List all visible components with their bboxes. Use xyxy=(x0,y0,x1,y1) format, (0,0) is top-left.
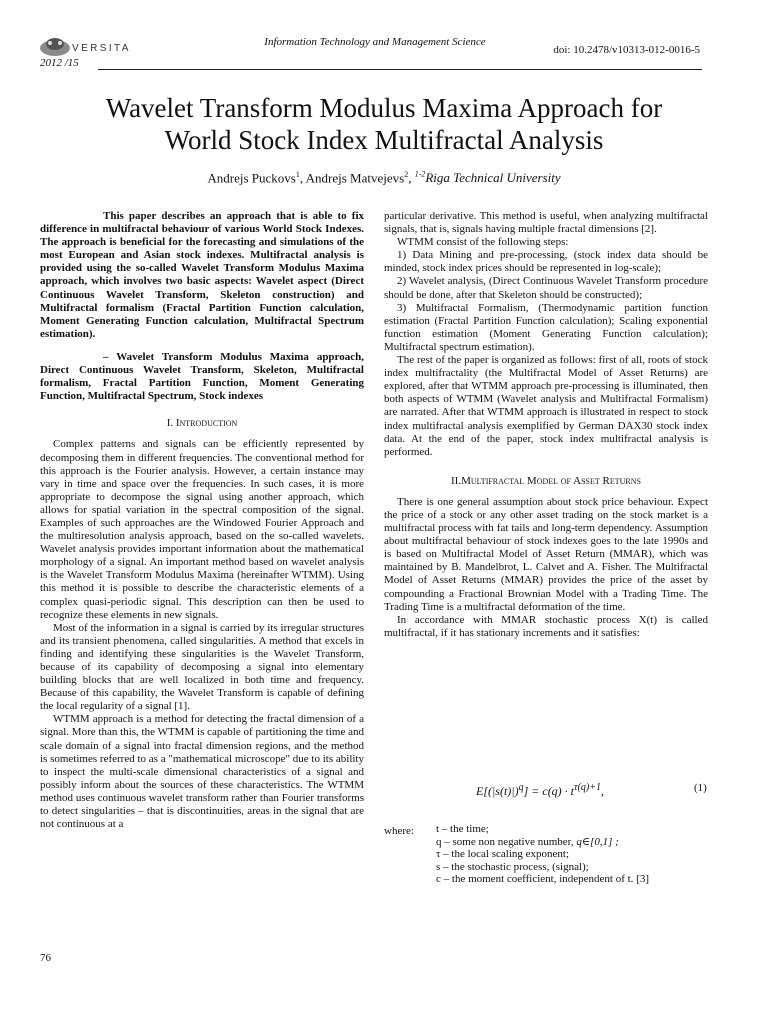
authors-line xyxy=(30,170,738,186)
section-heading-mmar xyxy=(384,475,708,488)
right-paragraph-2: WTMM consist of the following steps: xyxy=(397,236,569,249)
keywords: – Wavelet Transform Modulus Maxima approach, Direct Continuous Wavelet Transform, Skeleton, Multifractal formalism, Fractal Partition Function, Moment Generating Function, Multifractal Spectrum, Stock indexes xyxy=(40,350,364,403)
mmar-paragraph-2: In accordance with MMAR stochastic process X(t) is called multifractal, if it has stationary increments and it satisfies: xyxy=(384,613,708,639)
affiliation: Riga Technical University xyxy=(425,170,561,186)
right-paragraph-1: particular derivative. This method is useful, when analyzing multifractal signals, that is, signals having multiple fractal dimensions [2]. xyxy=(384,210,708,236)
definition-q xyxy=(436,836,649,849)
equation-lhs: E[(|s(t)|) xyxy=(476,784,519,798)
equation-t-exponent: τ(q)+1 xyxy=(574,782,602,793)
step-2: 2) Wavelet analysis, (Direct Continuous Wavelet Transform procedure should be done, after that Skeleton should be constructed); xyxy=(384,275,708,301)
mmar-paragraph-1: There is one general assumption about stock price behaviour. Expect the price of a stock or any other asset trading on the stock market is a multifractal process with fat tails and long-term dependency. Assumption about multifractal behaviour of stock indexes goes to the late 1990s and is based on Multifractal Model of Asset Return (MMAR), which was maintained by B. Mandelbrot, L. Calvet and A. Fisher. The Multifractal Model of Asset Returns (MMAR) provides the price of the asset by compounding a Fractional Brownian Model with a Trading Time. The Trading Time is a multifractal deformation of the time. xyxy=(384,495,708,613)
equation-mid: ] = c(q) · t xyxy=(523,784,575,798)
versita-emblem-icon xyxy=(38,34,72,58)
equation-1 xyxy=(476,782,604,799)
journal-name: Information Technology and Management Science xyxy=(264,36,486,48)
section-1-title: Introduction xyxy=(175,417,238,430)
q-range: q∈[0,1] ; xyxy=(576,835,619,848)
paper-title xyxy=(30,92,738,156)
left-column xyxy=(40,210,364,831)
definition-t: t – the time; xyxy=(436,823,489,835)
doi[interactable]: doi: 10.2478/v10313-012-0016-5 xyxy=(553,44,700,56)
variable-definitions xyxy=(436,823,649,886)
step-3: 3) Multifractal Formalism, (Thermodynamic partition function estimation (Fractal Partition Function calculation); Scaling exponential function estimation (Moment Generating Function calculation); Multifractal spectrum estimation). xyxy=(384,301,708,353)
author-2-sup: 2 xyxy=(404,170,409,179)
author-1-sup: 1 xyxy=(295,170,300,179)
definition-c: c – the moment coefficient, independent of t. [3] xyxy=(436,873,650,885)
equation-number: (1) xyxy=(694,782,707,794)
volume-info: 2012 /15 xyxy=(40,57,79,69)
section-1-number: I. xyxy=(166,417,176,430)
where-label: where: xyxy=(384,825,414,837)
affiliation-sup: 1-2 xyxy=(414,170,426,179)
equation-q-exponent: q xyxy=(518,782,524,793)
definition-s: s – the stochastic process, (signal); xyxy=(436,860,589,873)
publisher-name: VERSITA xyxy=(72,43,131,54)
section-2-title: Multifractal Model of Asset Returns xyxy=(461,474,641,487)
author-2: Andrejs Matvejevs xyxy=(305,170,405,186)
equation-tail: , xyxy=(601,784,605,798)
right-paragraph-3: The rest of the paper is organized as follows: first of all, roots of stock index multifractality (the Multifractal Model of Asset Returns) are explored, after that WTMM approach pre-processing is illuminated, then both aspects of WTMM (Wavelet analysis and Multifractal Formalism) are narrated. After that WTMM approach is illustrated in respect to stock index multifractal analysis exemplified by German DAX30 stock index data. At the end of the paper, stock index multifractal analysis is performed. xyxy=(384,354,708,458)
definition-tau: τ – the local scaling exponent; xyxy=(436,848,570,860)
section-2-number: II. xyxy=(451,474,462,487)
right-column xyxy=(384,210,708,640)
author-1: Andrejs Puckovs xyxy=(207,170,296,186)
intro-paragraph-1: Complex patterns and signals can be efficiently represented by decomposing them in different frequencies. The conventional method for this approach is the Fourier analysis. However, a certain instance may vary in time and space over the frequencies. In such cases, it is more appropriate to decompose the signal using another approach, which allows for spatial variation in the spectral composition of the signal. Examples of such approaches are the Windowed Fourier Approach and the multiresolution analysis approach, based on the so-called wavelets. Wavelet analysis provides important information about the mathematical morphology of a signal. An important method based on wavelet analysis is the Wavelet Transform Modulus Maxima (hereinafter WTMM). Using this method it is possible to describe the characteristic elements of a complex quasi-periodic signal. This description can then be used to recognize these elements in new signals. xyxy=(40,438,364,621)
definition-q-text: q – some non negative number, xyxy=(436,835,574,848)
page-number: 76 xyxy=(40,952,51,964)
step-1: 1) Data Mining and pre-processing, (stock index data should be minded, stock index prices should be represented in log-scale); xyxy=(384,249,708,275)
intro-paragraph-3: WTMM approach is a method for detecting the fractal dimension of a signal. More than this, the WTMM is capable of partitioning the time and scale domain of a signal into fractal dimension regions, and the method is sometimes referred to as a "mathematical microscope" due to its ability to inspect the multi-scale dimensional characteristics of a signal and possibly inform about the sources of these characteristics. The WTMM method uses continuous wavelet transform rather than Fourier transforms to detect singularities – that is discontinuities, areas in the signal that are not continuous at a xyxy=(40,713,364,831)
affiliation-separator: , xyxy=(408,170,415,186)
author-separator: , xyxy=(299,170,306,186)
title-line-1: Wavelet Transform Modulus Maxima Approach for xyxy=(105,93,663,123)
title-line-2: World Stock Index Multifractal Analysis xyxy=(164,125,604,155)
header-rule xyxy=(98,69,702,70)
abstract: This paper describes an approach that is able to fix difference in multifractal behaviour of various World Stock Indexes. The approach is beneficial for the forecasting and simulations of the most European and Asian stock indexes. Multifractal analysis is provided using the so-called Wavelet Transform Modulus Maxima approach, which involves two basic aspects: Wavelet aspect (Direct Continuous Wavelet Transform, Skeleton construction) and Multifractal formalism (Fractal Partition Function calculation, Moment Generating Function calculation, Multifractal Spectrum estimation). xyxy=(40,210,364,340)
section-heading-introduction xyxy=(40,417,364,430)
intro-paragraph-2: Most of the information in a signal is carried by its irregular structures and its transient phenomena, called singularities. A method that excels in finding and identifying these singularities is the Wavelet Transform, because of its capability of decomposing a signal into elementary building blocks that are well localized in both time and frequency. Because of this capability, the Wavelet Transform is capable of defining the local regularity of a signal [1]. xyxy=(40,621,364,713)
